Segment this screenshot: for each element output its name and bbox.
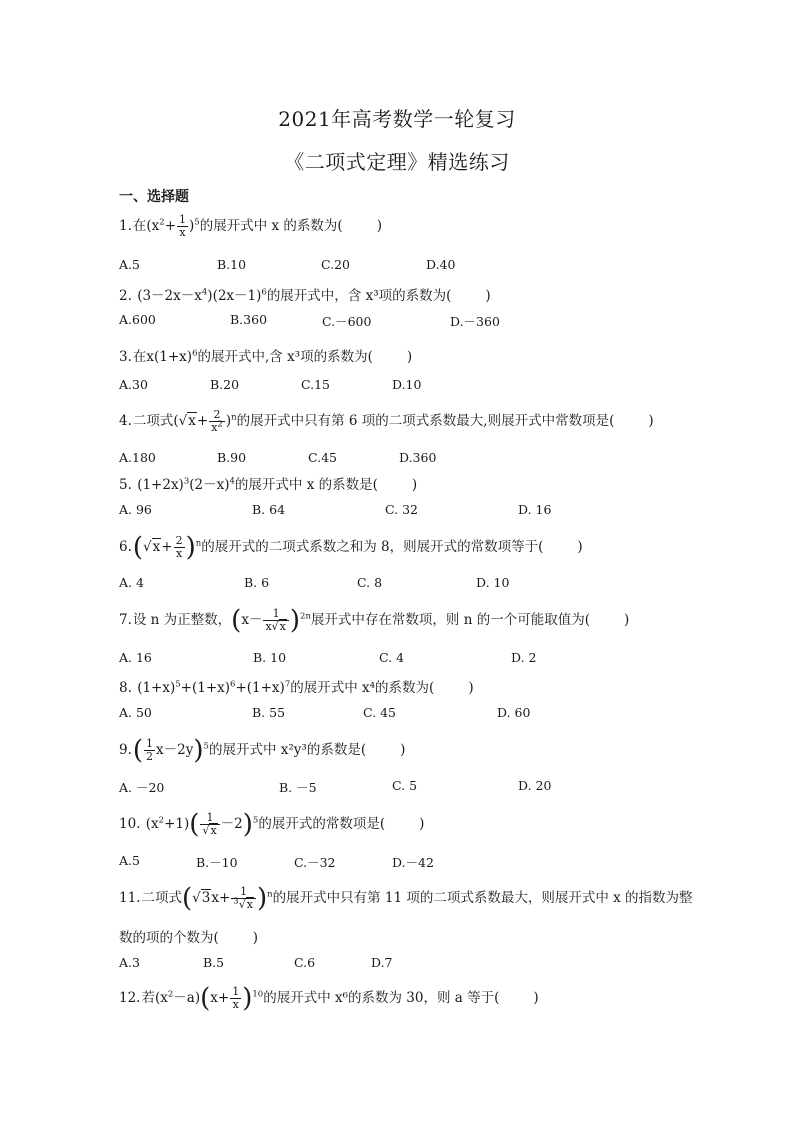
math-expression: (√x+ $\frac{2}{x^2}$ )$^n$: [173, 408, 237, 434]
question-4: 4.二项式(√x+ $\frac{2}{x^2}$ )$^n$的展开式中只有第 6 项的二项式系数最大,则展开式中常数项是( ): [119, 408, 654, 434]
option-a[interactable]: A.30: [119, 377, 148, 392]
option-c[interactable]: C.15: [301, 377, 330, 392]
option-d[interactable]: D.－42: [392, 855, 434, 870]
question-8: 8. $(1+x)^5+(1+x)^6+(1+x)^7$的展开式中 x⁴的系数为( ): [119, 679, 474, 696]
option-d[interactable]: D. 60: [497, 705, 531, 720]
options-11: [119, 955, 739, 975]
question-11: 11.二项式(√3x+ $\frac{1}{^3√x}$ )$^n$的展开式中只有第 11 项的二项式系数最大，则展开式中 x 的指数为整: [119, 883, 693, 914]
question-11-line2: 数的项的个数为( ): [119, 930, 259, 946]
options-4: [119, 450, 739, 470]
option-b[interactable]: B.－10: [196, 855, 238, 870]
option-b[interactable]: B.10: [217, 257, 247, 272]
option-b[interactable]: B. 10: [253, 650, 287, 665]
option-b[interactable]: B.5: [203, 955, 225, 970]
option-a[interactable]: A.3: [119, 955, 140, 970]
option-b[interactable]: B.90: [217, 450, 247, 465]
option-b[interactable]: B.360: [230, 312, 268, 327]
options-10: [119, 853, 739, 873]
options-7: [119, 650, 739, 670]
option-d[interactable]: D.－360: [450, 314, 500, 329]
option-b[interactable]: B. －5: [279, 780, 317, 795]
math-expression: $(1+2x)^3(2-x)^4$: [137, 476, 235, 493]
option-c[interactable]: C. 45: [363, 705, 396, 720]
option-a[interactable]: A.600: [119, 312, 156, 327]
options-8: [119, 705, 739, 725]
option-d[interactable]: D. 10: [476, 575, 510, 590]
option-a[interactable]: A. 96: [119, 502, 152, 517]
option-d[interactable]: D.40: [426, 257, 456, 272]
question-10: 10. $(x^2+1)$( $\frac{1}{√x}$ －2)$^5$的展开式的常数项是( ): [119, 809, 425, 840]
option-c[interactable]: C. 4: [379, 650, 405, 665]
math-expression: $(1+x)^5+(1+x)^6+(1+x)^7$: [137, 679, 291, 696]
math-expression: $(x^2-a)(x+$ $\frac{1}{x}$ )$^{10}$: [154, 983, 264, 1014]
option-a[interactable]: A.5: [119, 853, 140, 868]
question-7: 7.设 n 为正整数，(x－ $\frac{1}{x√x}$ )$^{2n}$展开式中存在常数项，则 n 的一个可能取值为( ): [119, 605, 630, 636]
math-expression: ($x^2+$ $\frac{1}{x}$ )$^5$: [146, 213, 200, 239]
option-a[interactable]: A. 16: [119, 650, 152, 665]
option-a[interactable]: A. 4: [119, 575, 144, 590]
question-9: 9.( $\frac{1}{2}$ x－2y)$^5$的展开式中 x²y³的系数是( ): [119, 735, 406, 766]
math-expression: $(x^2+1)$( $\frac{1}{√x}$ －2)$^5$: [145, 809, 259, 840]
option-c[interactable]: C. 32: [385, 502, 418, 517]
option-a[interactable]: A. －20: [119, 780, 165, 795]
options-1: [119, 257, 739, 277]
math-expression: (x－ $\frac{1}{x√x}$ )$^{2n}$: [231, 605, 311, 636]
math-expression: ( $\frac{1}{2}$ x－2y)$^5$: [132, 735, 209, 766]
math-expression: (√x+ $\frac{2}{x}$ )$^n$: [132, 532, 202, 563]
option-b[interactable]: B. 6: [244, 575, 270, 590]
option-a[interactable]: A.5: [119, 257, 140, 272]
section-heading: 一、选择题: [119, 189, 189, 205]
option-c[interactable]: C.20: [321, 257, 350, 272]
option-b[interactable]: B. 55: [252, 705, 286, 720]
question-6: 6.(√x+ $\frac{2}{x}$ )$^n$的展开式的二项式系数之和为 8，则展开式的常数项等于( ): [119, 532, 583, 563]
options-2: [119, 312, 739, 332]
option-c[interactable]: C.－600: [322, 314, 372, 329]
option-b[interactable]: B.20: [210, 377, 240, 392]
options-6: [119, 575, 739, 595]
math-expression: (√3x+ $\frac{1}{^3√x}$ )$^n$: [181, 883, 273, 914]
option-d[interactable]: D.10: [392, 377, 422, 392]
options-5: [119, 502, 739, 522]
question-3: 3.在$x(1+x)^6$的展开式中,含 x³项的系数为( ): [119, 348, 413, 365]
math-expression: $x(1+x)^6$: [146, 348, 198, 365]
option-c[interactable]: C.－32: [294, 855, 336, 870]
option-d[interactable]: D. 2: [511, 650, 537, 665]
option-d[interactable]: D. 16: [518, 502, 552, 517]
option-d[interactable]: D.360: [399, 450, 437, 465]
math-expression: $(3-2x-x^4)(2x-1)^6$: [137, 287, 267, 304]
option-c[interactable]: C. 5: [392, 778, 418, 793]
page-subtitle: 《二项式定理》精选练习: [284, 150, 510, 174]
option-b[interactable]: B. 64: [252, 502, 286, 517]
question-2: 2. $(3-2x-x^4)(2x-1)^6$的展开式中，含 x³项的系数为( ): [119, 287, 491, 304]
question-5: 5. $(1+2x)^3(2-x)^4$的展开式中 x 的系数是( ): [119, 476, 418, 493]
option-c[interactable]: C. 8: [357, 575, 383, 590]
option-c[interactable]: C.45: [308, 450, 337, 465]
question-1: 1.在($x^2+$ $\frac{1}{x}$ )$^5$的展开式中 x 的系数为( ): [119, 213, 382, 239]
option-c[interactable]: C.6: [294, 955, 316, 970]
question-12: 12.若$(x^2-a)(x+$ $\frac{1}{x}$ )$^{10}$的展开式中 x⁶的系数为 30，则 a 等于( ): [119, 983, 539, 1014]
options-9: [119, 778, 739, 798]
option-a[interactable]: A.180: [119, 450, 156, 465]
page-title: 2021年高考数学一轮复习: [278, 107, 516, 131]
option-d[interactable]: D. 20: [518, 778, 552, 793]
option-d[interactable]: D.7: [371, 955, 393, 970]
options-3: [119, 377, 739, 397]
option-a[interactable]: A. 50: [119, 705, 152, 720]
